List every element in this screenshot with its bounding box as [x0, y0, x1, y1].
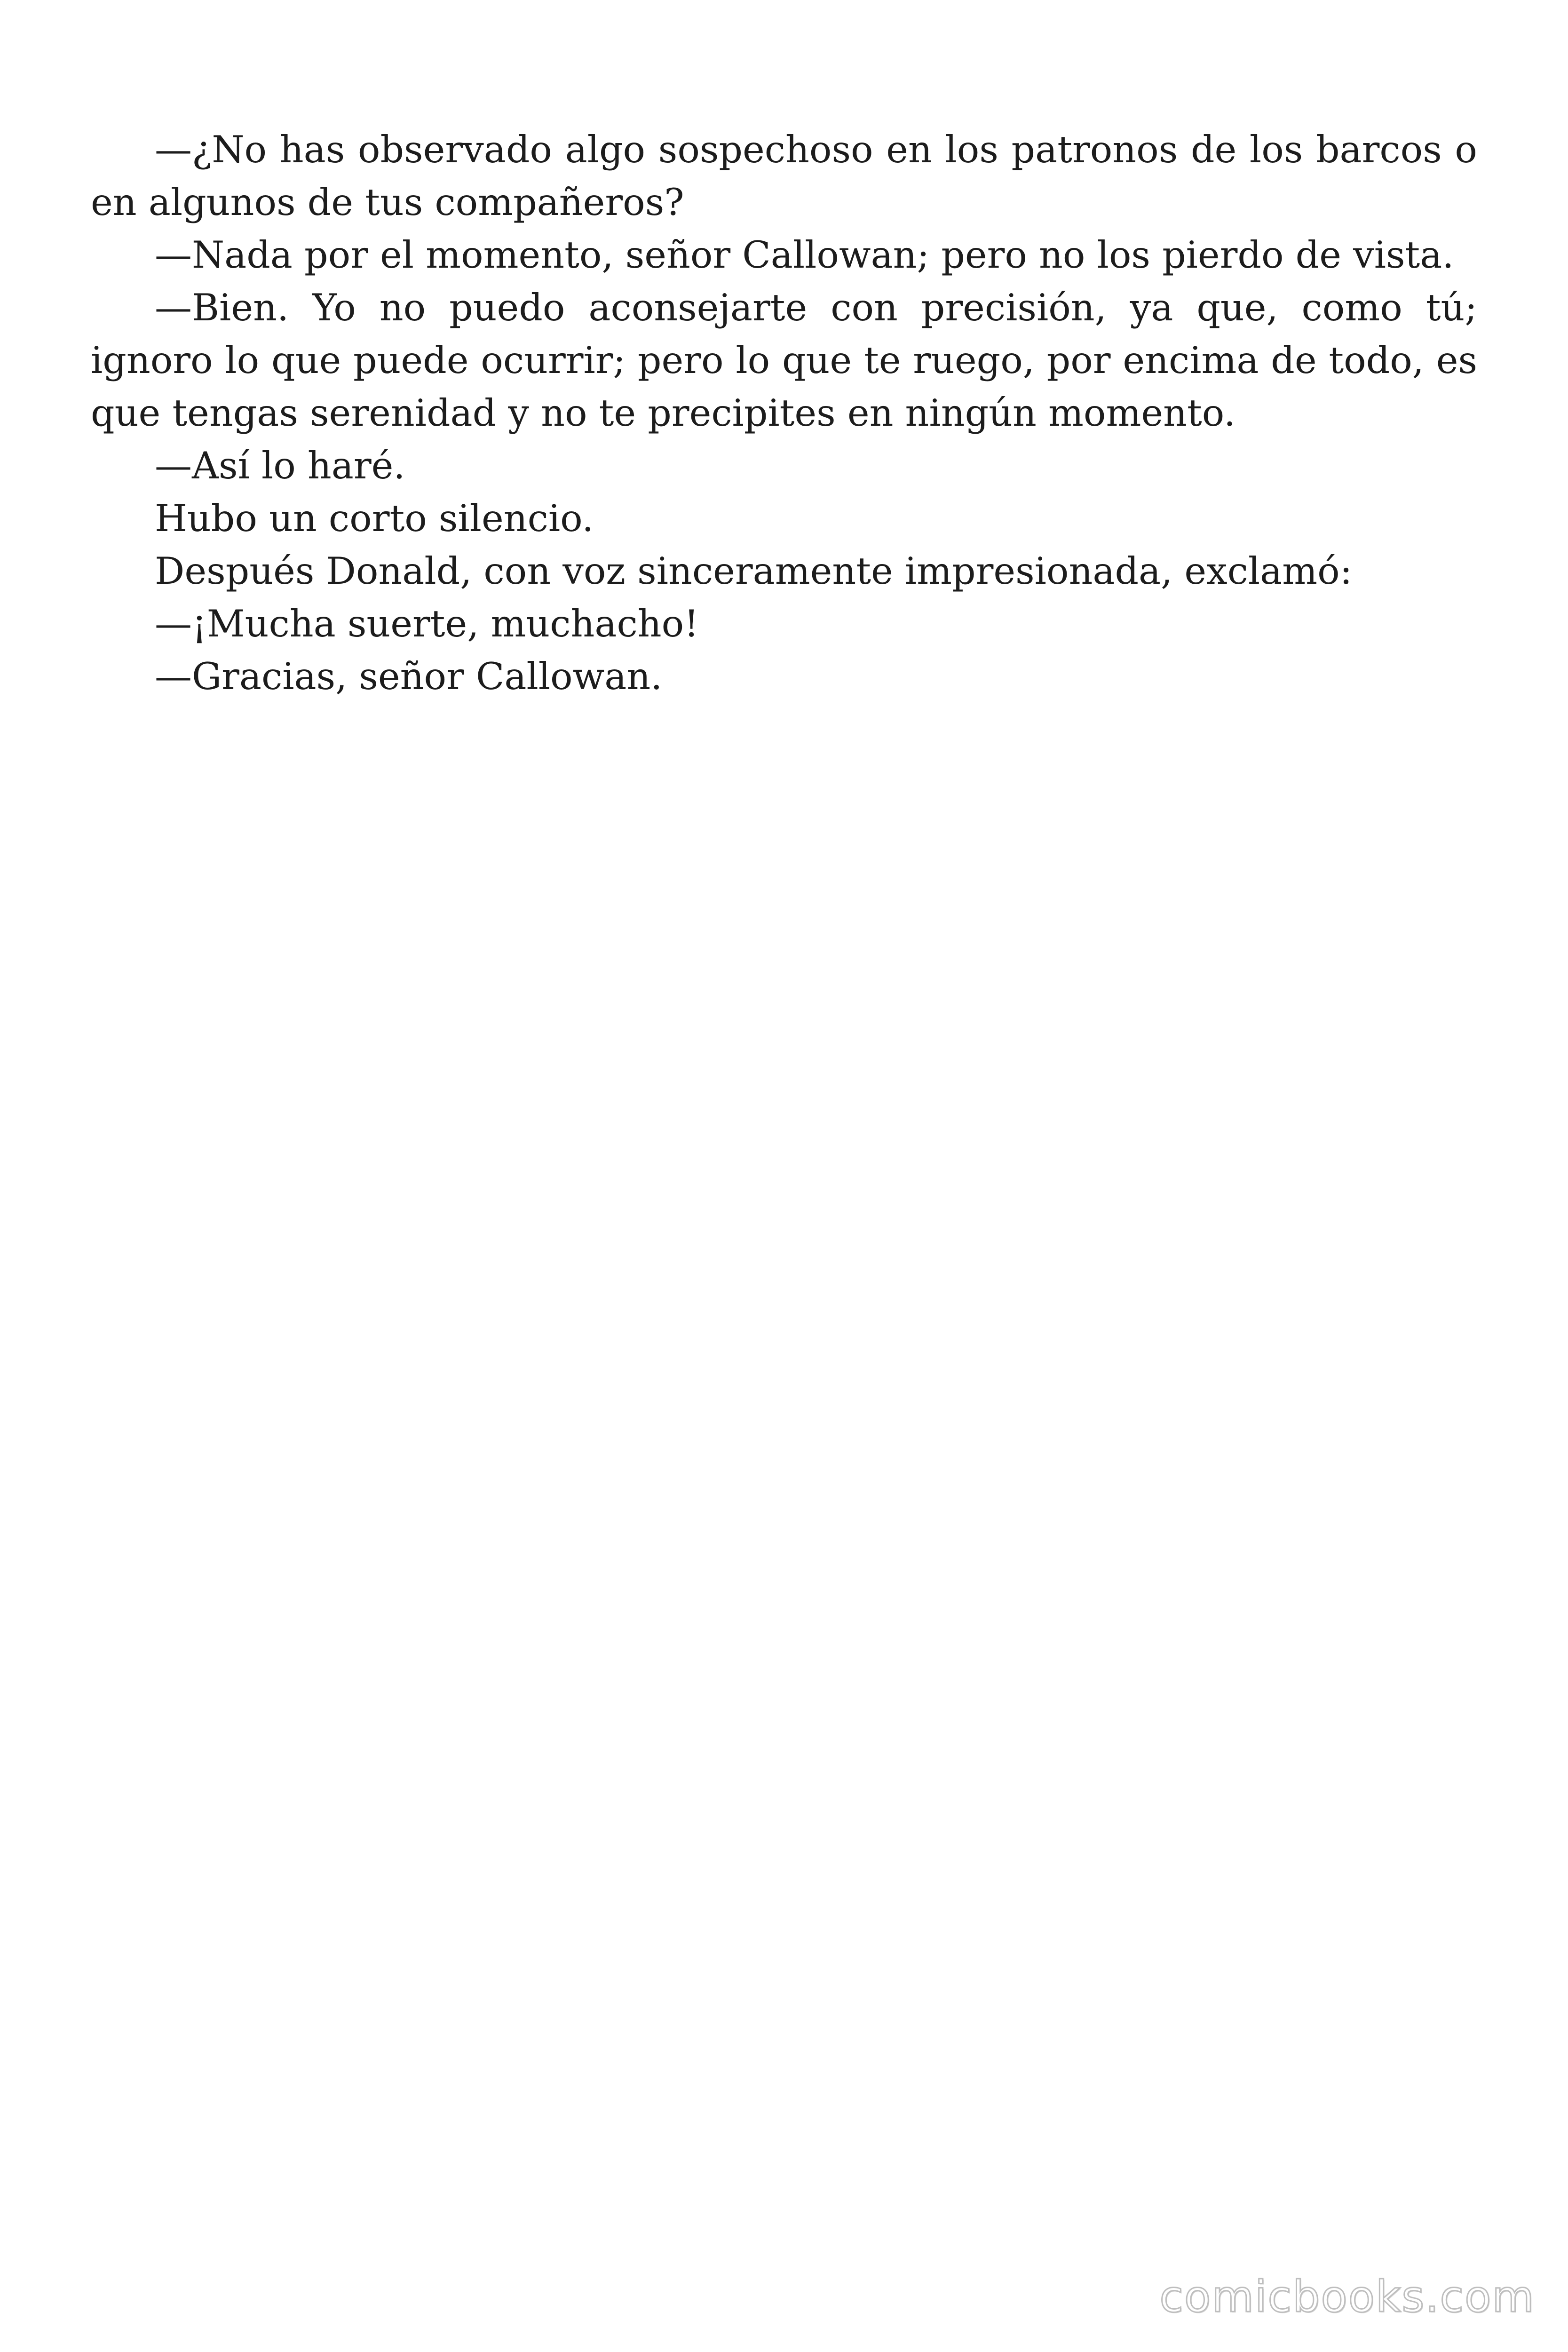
paragraph: Hubo un corto silencio. — [155, 497, 594, 540]
paragraph: —Así lo haré. — [155, 444, 405, 487]
body-text — [91, 123, 1477, 703]
paragraph: —Gracias, señor Callowan. — [155, 655, 663, 698]
watermark: comicbooks.com — [1159, 2272, 1535, 2322]
paragraph: —¿No has observado algo sospechoso en los patronos de los barcos o en algunos de tus compañeros? — [91, 128, 1477, 224]
paragraph: —Nada por el momento, señor Callowan; pero no los pierdo de vista. — [155, 233, 1454, 277]
paragraph: Después Donald, con voz sinceramente impresionada, exclamó: — [155, 549, 1353, 593]
paragraph: —¡Mucha suerte, muchacho! — [155, 602, 699, 645]
paragraph: —Bien. Yo no puedo aconsejarte con precisión, ya que, como tú; ignoro lo que puede ocurrir; pero lo que te ruego, por encima de todo, es que tengas serenidad y no te precipites en ningún momento. — [91, 286, 1477, 435]
